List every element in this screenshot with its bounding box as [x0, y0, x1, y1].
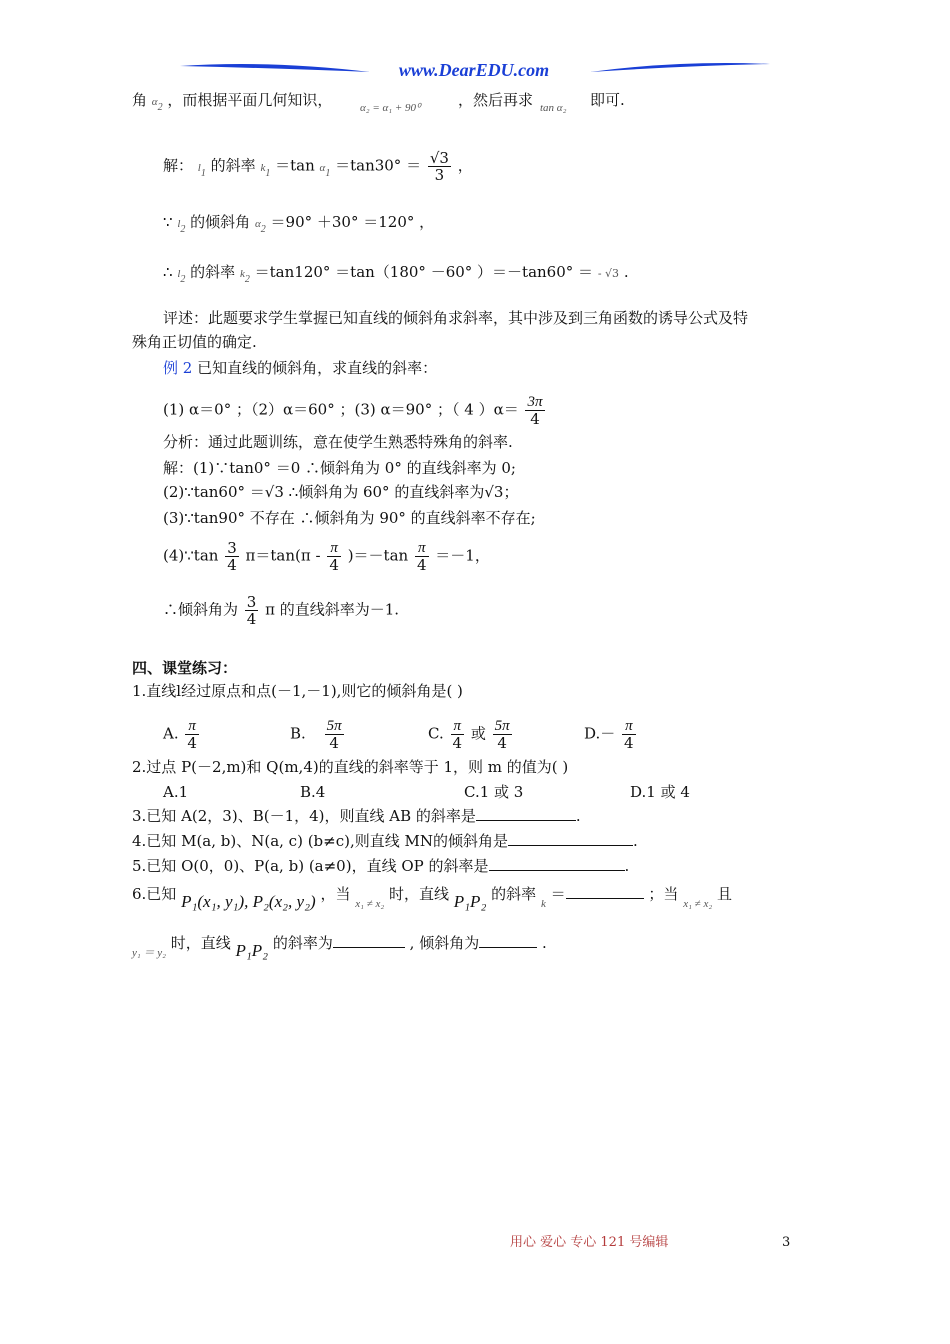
exercise-q3: 3.已知 A(2，3)、B(－1，4)，则直线 AB 的斜率是 .: [132, 807, 581, 825]
intro-text-1: 角: [132, 91, 148, 109]
answer-blank[interactable]: [333, 933, 405, 948]
sol1-line3: ∴ l2 的斜率 k2 ＝tan120° ＝tan（180° －60° ）＝－tan60° ＝ - √3 .: [163, 263, 629, 285]
example2-sol3: (3)∵tan90° 不存在 ∴倾斜角为 90° 的直线斜率不存在;: [163, 509, 536, 527]
intro-text-2: ，而根据平面几何知识，: [167, 91, 333, 109]
exercise-q2-option-c: C.1 或 3: [464, 783, 524, 801]
exercises-heading: 四、课堂练习：: [132, 659, 238, 677]
page-number: 3: [782, 1235, 791, 1250]
exercise-q6-line2: $_{y_1 = y_2}$ 时，直线 P₁P₂ 的斜率为 , 倾斜角为 .: [132, 934, 547, 960]
example2-heading: 例 2 已知直线的倾斜角，求直线的斜率：: [163, 359, 438, 377]
exercise-q2-option-a: A.1: [163, 783, 189, 801]
example2-conclusion: ∴倾斜角为 $\frac{3}{4}$ π 的直线斜率为－1.: [163, 593, 400, 628]
answer-blank[interactable]: [476, 806, 576, 821]
example2-sol1: 解：(1)∵tan0° ＝0 ∴倾斜角为 0° 的直线斜率为 0;: [163, 459, 516, 477]
header-swoosh-icon: [0, 58, 950, 86]
answer-blank[interactable]: [566, 884, 644, 899]
intro-text-4: 即可.: [590, 91, 625, 109]
intro-equation: α₂ = α₁ + 90⁰: [360, 102, 421, 114]
comment-line2: 殊角正切值的确定.: [132, 333, 257, 351]
exercise-q5: 5.已知 O(0，0)、P(a, b) (a≠0)，直线 OP 的斜率是 .: [132, 857, 630, 875]
intro-alpha2: α2: [151, 96, 163, 113]
sol1-line2: ∵ l2 的倾斜角 α2 ＝90° ＋30° ＝120° ，: [163, 213, 435, 235]
answer-blank[interactable]: [508, 831, 633, 846]
footer-credit: 用心 爱心 专心 121 号编辑: [510, 1235, 669, 1250]
exercise-q6-line1: 6.已知 P₁(x₁, y₁), P₂(x₂, y₂) ，当 $_{x_1 \ne x_2}$ 时，直线 P₁P₂ 的斜率 $_k$ ＝ ；当 $_{x_1 \ne x_2}$ 且: [132, 885, 732, 911]
site-header: [0, 58, 950, 86]
exercise-q1-option-d: D.－ $\frac{\pi}{4}$: [584, 718, 634, 752]
intro-tan-alpha: tan α₂: [540, 102, 567, 114]
answer-blank[interactable]: [479, 933, 537, 948]
exercise-q1-option-a: A. $\frac{\pi}{4}$: [163, 718, 197, 752]
example2-analysis: 分析：通过此题训练，意在使学生熟悉特殊角的斜率.: [163, 433, 513, 451]
exercise-q2-option-d: D.1 或 4: [630, 783, 690, 801]
answer-blank[interactable]: [489, 856, 625, 871]
example2-sol4: (4)∵tan $\frac{3}{4}$ π＝tan(π - $\frac{\pi}{4}$ )＝－tan $\frac{\pi}{4}$ ＝－1，: [163, 539, 490, 574]
exercise-q2-option-b: B.4: [300, 783, 326, 801]
exercise-q1: 1.直线l经过原点和点(－1,－1),则它的倾斜角是( ): [132, 682, 463, 700]
example2-label: 例 2: [163, 359, 193, 377]
intro-text-3: ，然后再求: [458, 91, 534, 109]
exercise-q1-option-c: C. $\frac{\pi}{4}$ 或 $\frac{5\pi}{4}$: [428, 718, 510, 752]
example2-sol2: (2)∵tan60° ＝√3 ∴倾斜角为 60° 的直线斜率为√3；: [163, 483, 519, 501]
sol1-line1: 解： l1 的斜率 k1 ＝tan α1 ＝tan30° ＝ $\frac{√3}{3}$ ，: [163, 149, 473, 184]
comment-line1: 评述：此题要求学生掌握已知直线的倾斜角求斜率，其中涉及到三角函数的诱导公式及特: [163, 309, 749, 327]
intro-line: [132, 90, 332, 118]
example2-cases: (1) α＝0° ；（2）α＝60° ；(3) α＝90° ；（ 4 ）α＝ $\frac{3\pi}{4}$: [163, 394, 543, 428]
exercise-q2: 2.过点 P(－2,m)和 Q(m,4)的直线的斜率等于 1，则 m 的值为( ): [132, 758, 569, 776]
frac-sqrt3-over-3: $\frac{√3}{3}$: [429, 149, 449, 184]
exercise-q1-option-b: B. $\frac{5\pi}{4}$: [290, 718, 342, 752]
site-url: www.DearEDU.com: [398, 60, 550, 80]
exercise-q4: 4.已知 M(a, b)、N(a, c) (b≠c),则直线 MN的倾斜角是 .: [132, 832, 638, 850]
